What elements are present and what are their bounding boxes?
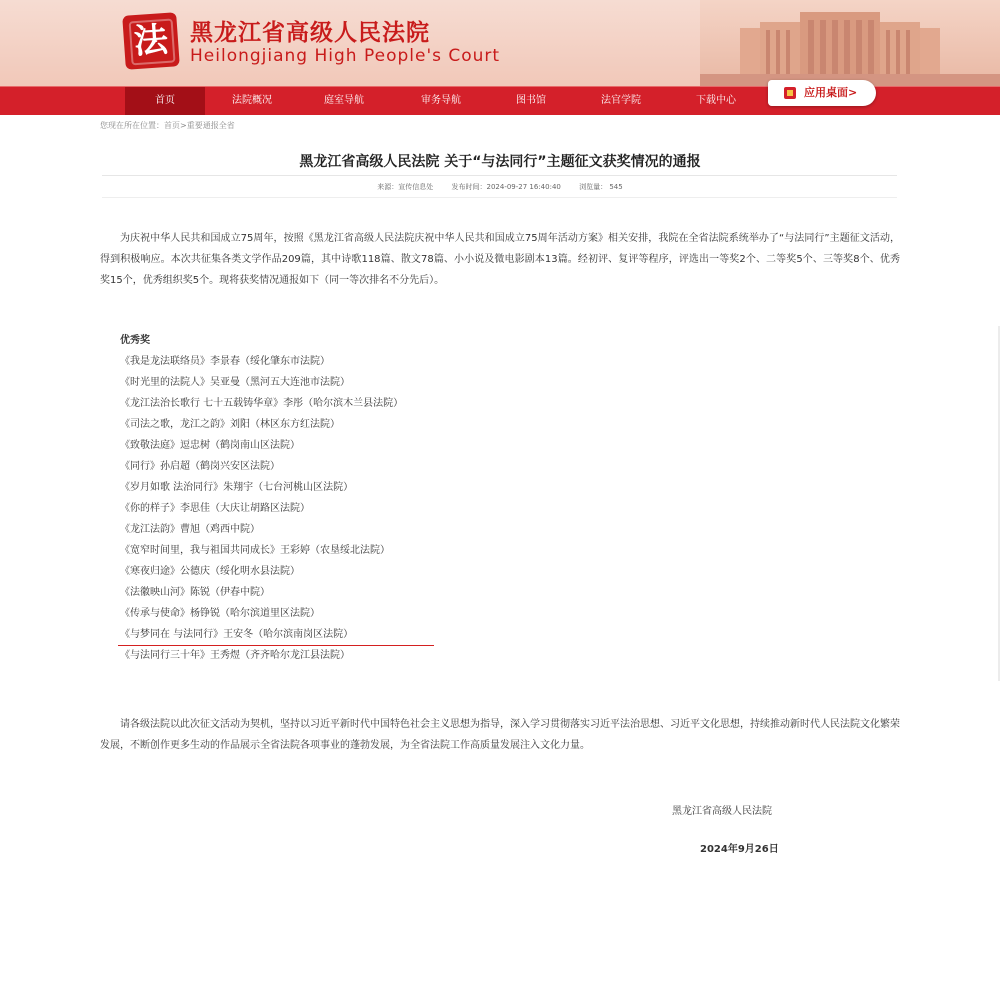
article-date: 2024年9月26日 bbox=[700, 844, 779, 855]
article-closing-paragraph: 请各级法院以此次征文活动为契机，坚持以习近平新时代中国特色社会主义思想为指导，深入学习贯彻落实习近平法治思想、习近平文化思想，持续推动新时代人民法院文化繁荣发展，不断创作更多生动的作品展示全省法院各项事业的蓬勃发展，为全省法院工作高质量发展注入文化力量。 bbox=[100, 719, 900, 751]
meta-divider bbox=[102, 197, 897, 198]
award-list-item: 《岁月如歌 法治同行》朱翔宇（七台河桃山区法院） bbox=[120, 482, 354, 493]
award-list-item: 《我是龙法联络员》李景春（绥化肇东市法院） bbox=[120, 356, 330, 367]
award-list-item: 《与梦同在 与法同行》王安冬（哈尔滨南岗区法院） bbox=[120, 629, 354, 640]
article-view-count: 浏览量： 545 bbox=[579, 183, 623, 191]
award-list-item: 《寒夜归途》公德庆（绥化明水县法院） bbox=[120, 566, 300, 577]
article-intro-paragraph: 为庆祝中华人民共和国成立75周年，按照《黑龙江省高级人民法院庆祝中华人民共和国成立75周年活动方案》相关安排，我院在全省法院系统举办了“与法同行”主题征文活动，得到积极响应。本次共征集各类文学作品209篇，其中诗歌118篇、散文78篇、小小说及微电影剧本13篇。经初评、复评等程序，评选出一等奖2个、二等奖5个、三等奖8个、优秀奖15个，优秀组织奖5个。现将获奖情况通报如下（同一等次排名不分先后）。 bbox=[100, 233, 900, 286]
breadcrumb-section-link[interactable]: 重要通报全省 bbox=[186, 121, 235, 130]
nav-item-home[interactable]: 首页 bbox=[125, 87, 205, 115]
nav-item-download-center[interactable]: 下载中心 bbox=[696, 95, 736, 106]
breadcrumb-home-link[interactable]: 首页 bbox=[164, 121, 180, 130]
breadcrumb bbox=[100, 120, 235, 131]
site-name-en: Heilongjiang High People's Court bbox=[190, 46, 501, 66]
nav-item-trial-nav[interactable]: 审务导航 bbox=[421, 95, 461, 106]
award-list-item: 《宽窄时间里，我与祖国共同成长》王彩婷（农垦绥北法院） bbox=[120, 545, 390, 556]
court-logo[interactable]: 法 bbox=[122, 12, 180, 70]
award-list-item: 《龙江法韵》曹旭（鸡西中院） bbox=[120, 524, 260, 535]
site-header bbox=[0, 0, 1000, 86]
article-meta bbox=[0, 182, 1000, 192]
app-desktop-label: 应用桌面> bbox=[804, 86, 858, 99]
award-list-item: 《法徽映山河》陈锐（伊春中院） bbox=[120, 587, 270, 598]
award-list-item: 《你的样子》李思佳（大庆让胡路区法院） bbox=[120, 503, 310, 514]
award-list-item: 《传承与使命》杨铮锐（哈尔滨道里区法院） bbox=[120, 608, 320, 619]
nav-item-court-overview[interactable]: 法院概况 bbox=[232, 95, 272, 106]
site-name-cn: 黑龙江省高级人民法院 bbox=[190, 20, 430, 46]
title-divider bbox=[102, 175, 897, 176]
app-desktop-icon bbox=[784, 87, 796, 99]
breadcrumb-separator: > bbox=[180, 121, 187, 130]
nav-item-judge-college[interactable]: 法官学院 bbox=[601, 95, 641, 106]
article-published-time: 发布时间：2024-09-27 16:40:40 bbox=[451, 183, 561, 191]
nav-item-library[interactable]: 图书馆 bbox=[516, 95, 546, 106]
app-desktop-button[interactable] bbox=[768, 80, 876, 106]
article-title: 黑龙江省高级人民法院 关于“与法同行”主题征文获奖情况的通报 bbox=[299, 154, 701, 170]
nav-item-department-nav[interactable]: 庭室导航 bbox=[324, 95, 364, 106]
breadcrumb-prefix: 您现在所在位置： bbox=[100, 121, 164, 130]
award-list-item: 《司法之歌，龙江之韵》刘阳（林区东方红法院） bbox=[120, 419, 340, 430]
award-list-item: 《同行》孙启超（鹤岗兴安区法院） bbox=[120, 461, 280, 472]
award-list-item: 《致敬法庭》逗忠树（鹤岗南山区法院） bbox=[120, 440, 300, 451]
award-list bbox=[120, 333, 403, 669]
award-list-item: 《时光里的法院人》吴亚曼（黑河五大连池市法院） bbox=[120, 377, 350, 388]
award-list-item: 《与法同行三十年》王秀煜（齐齐哈尔龙江县法院） bbox=[120, 650, 350, 661]
highlight-underline bbox=[118, 645, 434, 646]
article-source: 来源：宣传信息处 bbox=[377, 183, 434, 191]
award-list-item: 《龙江法治长歌行 七十五载铸华章》李彤（哈尔滨木兰县法院） bbox=[120, 398, 404, 409]
award-heading: 优秀奖 bbox=[120, 335, 150, 346]
article-signature: 黑龙江省高级人民法院 bbox=[672, 806, 772, 817]
court-building-image bbox=[700, 0, 1000, 86]
